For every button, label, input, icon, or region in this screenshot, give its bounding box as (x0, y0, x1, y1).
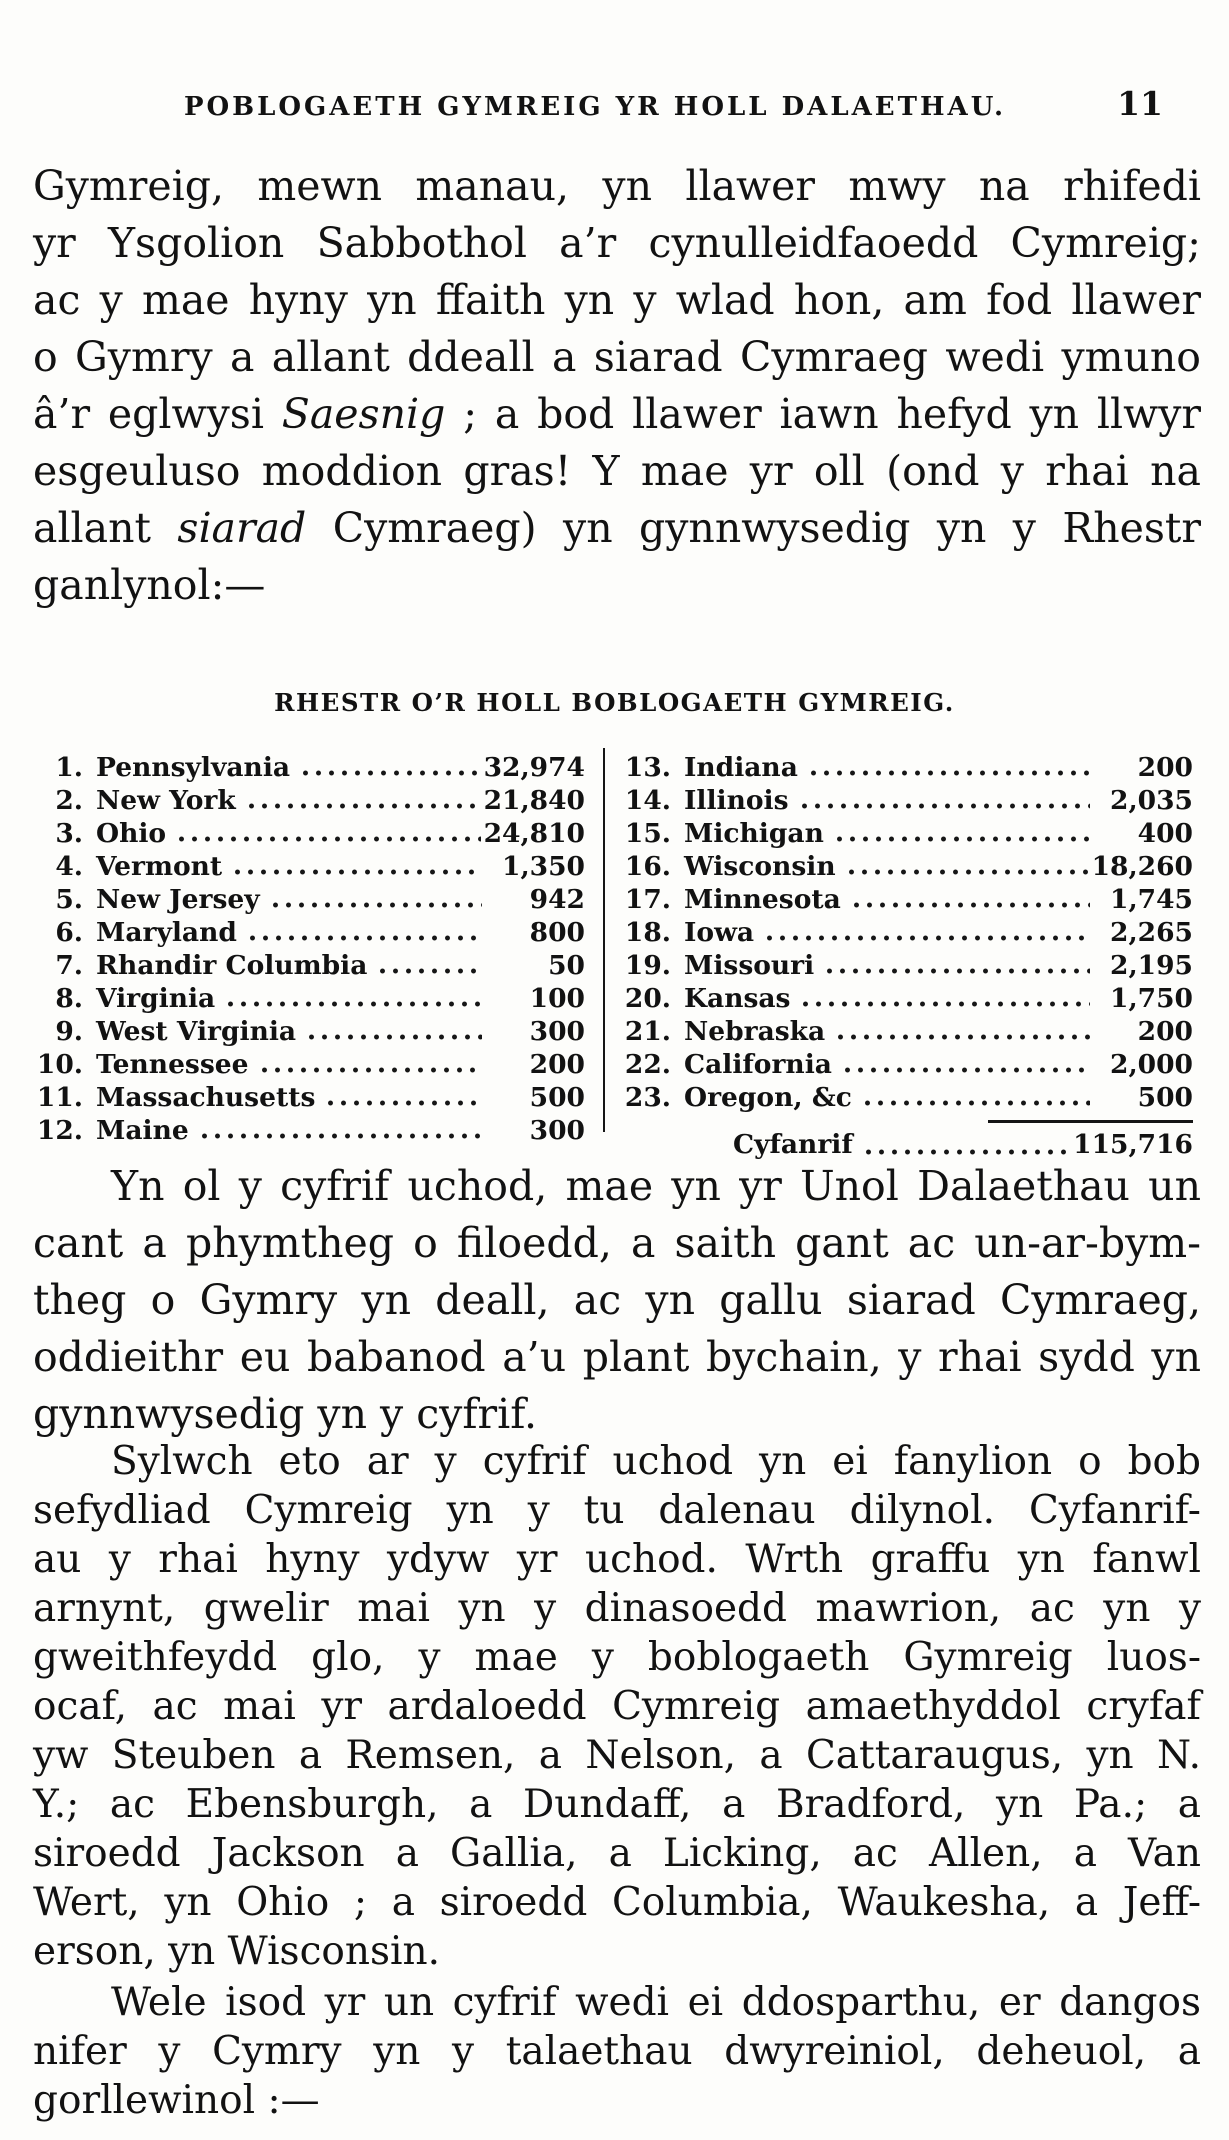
text-line: ac y mae hyny yn ffaith yn y wlad hon, am fod llawer (33, 276, 1201, 324)
dot-leader (246, 933, 482, 943)
row-number: 4. (55, 851, 83, 882)
dot-leader (798, 801, 1090, 811)
text-line: sefydliad Cymreig yn y tu dalenau dilynol. Cyfanrif- (33, 1488, 1201, 1533)
dot-leader (224, 999, 482, 1009)
dot-leader (823, 966, 1090, 976)
table-column-left (33, 752, 585, 1148)
text-line: gweithfeydd glo, y mae y boblogaeth Gymreig luos- (33, 1635, 1201, 1680)
state-name: Tennessee (96, 1049, 249, 1080)
row-value: 200 (529, 1049, 585, 1080)
text-segment: â’r eglwysi (33, 390, 282, 438)
table-row (33, 1082, 585, 1115)
table-row (621, 950, 1193, 983)
text-line: yw Steuben a Remsen, a Nelson, a Cattaraugus, yn N. (33, 1733, 1201, 1778)
row-number: 13. (624, 752, 671, 783)
text-line: gynnwysedig yn y cyfrif. (33, 1390, 537, 1438)
row-value: 1,745 (1110, 884, 1193, 915)
state-name: Massachusetts (96, 1082, 316, 1113)
row-value: 300 (529, 1115, 585, 1146)
row-number: 19. (624, 950, 671, 981)
table-row (621, 884, 1193, 917)
text-line: esgeuluso moddion gras! Y mae yr oll (ond y rhai na (33, 447, 1201, 495)
text-line: nifer y Cymry yn y talaethau dwyreiniol, deheuol, a (33, 2029, 1201, 2074)
dot-leader (245, 801, 481, 811)
table-row (33, 851, 585, 884)
text-line: Sylwch eto ar y cyfrif uchod yn ei fanylion o bob (111, 1439, 1201, 1484)
table-row (621, 818, 1193, 851)
text-segment: Cymraeg) yn gynnwysedig yn y Rhestr (306, 504, 1202, 552)
state-name: Rhandir Columbia (96, 950, 368, 981)
dot-leader (861, 1098, 1090, 1108)
row-value: 200 (1137, 752, 1193, 783)
total-label: Cyfanrif (733, 1129, 853, 1160)
state-name: Wisconsin (684, 851, 836, 882)
text-line: au y rhai hyny ydyw yr uchod. Wrth graffu yn fanwl (33, 1537, 1201, 1582)
row-value: 800 (529, 917, 585, 948)
table-row (33, 1016, 585, 1049)
row-number: 15. (624, 818, 671, 849)
state-name: Ohio (96, 818, 167, 849)
table-row (33, 884, 585, 917)
state-name: Oregon, &c (684, 1082, 852, 1113)
dot-leader (175, 834, 480, 844)
row-value: 1,350 (502, 851, 585, 882)
row-number: 5. (55, 884, 83, 915)
text-line: Wert, yn Ohio ; a siroedd Columbia, Waukesha, a Jeff- (33, 1880, 1201, 1925)
state-name: Virginia (96, 983, 216, 1014)
dot-leader (763, 933, 1090, 943)
table-row (621, 752, 1193, 785)
text-line: Gymreig, mewn manau, yn llawer mwy na rhifedi (33, 162, 1201, 210)
dot-leader (807, 768, 1090, 778)
state-name: Minnesota (684, 884, 841, 915)
table-heading: RHESTR O’R HOLL BOBLOGAETH GYMREIG. (274, 688, 955, 717)
text-segment: ; a bod llawer iawn hefyd yn llwyr (445, 390, 1201, 438)
dot-leader (833, 834, 1090, 844)
table-row (621, 851, 1193, 884)
table-row (33, 1049, 585, 1082)
row-value: 400 (1137, 818, 1193, 849)
dot-leader (376, 966, 482, 976)
state-name: West Virginia (96, 1016, 297, 1047)
table-row (33, 983, 585, 1016)
row-number: 16. (624, 851, 671, 882)
row-value: 500 (1137, 1082, 1193, 1113)
text-line: oddieithr eu babanod a’u plant bychain, y rhai sydd yn (33, 1333, 1201, 1381)
dot-leader (305, 1032, 482, 1042)
row-number: 7. (55, 950, 83, 981)
table-row (621, 1016, 1193, 1049)
italic-word: Saesnig (281, 390, 446, 438)
row-value: 1,750 (1110, 983, 1193, 1014)
text-line: siroedd Jackson a Gallia, a Licking, ac Allen, a Van (33, 1831, 1201, 1876)
state-name: Illinois (684, 785, 789, 816)
row-number: 23. (624, 1082, 671, 1113)
state-name: New Jersey (96, 884, 260, 915)
row-value: 942 (529, 884, 585, 915)
dot-leader (324, 1098, 482, 1108)
state-name: Nebraska (684, 1016, 826, 1047)
row-number: 14. (624, 785, 671, 816)
row-number: 18. (624, 917, 671, 948)
total-rule (988, 1120, 1193, 1123)
row-number: 12. (36, 1115, 83, 1146)
row-number: 2. (55, 785, 83, 816)
population-table (33, 748, 1201, 1160)
dot-leader (834, 1032, 1090, 1042)
row-number: 9. (55, 1016, 83, 1047)
page-header (0, 84, 1229, 128)
text-line: Y.; ac Ebensburgh, a Dundaff, a Bradford, yn Pa.; a (33, 1782, 1201, 1827)
row-value: 2,265 (1110, 917, 1193, 948)
total-value: 115,716 (1073, 1129, 1193, 1160)
italic-word: siarad (177, 504, 307, 552)
row-number: 3. (55, 818, 83, 849)
table-row (621, 1049, 1193, 1082)
dot-leader (841, 1065, 1090, 1075)
body-paragraph-4 (33, 1978, 1201, 2125)
state-name: Iowa (684, 917, 755, 948)
text-line: ganlynol:— (33, 561, 266, 609)
table-row (33, 752, 585, 785)
dot-leader (299, 768, 481, 778)
row-value: 50 (548, 950, 585, 981)
row-number: 10. (36, 1049, 83, 1080)
state-name: Michigan (684, 818, 824, 849)
row-number: 8. (55, 983, 83, 1014)
text-line: ocaf, ac mai yr ardaloedd Cymreig amaethyddol cryfaf (33, 1684, 1201, 1729)
dot-leader (862, 1147, 1070, 1157)
row-value: 100 (529, 983, 585, 1014)
row-value: 300 (529, 1016, 585, 1047)
row-value: 21,840 (483, 785, 585, 816)
state-name: Indiana (684, 752, 798, 783)
text-line (33, 500, 1201, 557)
row-number: 11. (36, 1082, 83, 1113)
table-row (621, 1082, 1193, 1115)
row-value: 24,810 (483, 818, 585, 849)
row-number: 22. (624, 1049, 671, 1080)
row-value: 2,000 (1110, 1049, 1193, 1080)
row-value: 2,035 (1110, 785, 1193, 816)
dot-leader (258, 1065, 483, 1075)
state-name: Missouri (684, 950, 815, 981)
page-title: POBLOGAETH GYMREIG YR HOLL DALAETHAU. (183, 92, 1007, 122)
dot-leader (850, 900, 1090, 910)
state-name: Vermont (96, 851, 223, 882)
row-value: 200 (1137, 1016, 1193, 1047)
text-line: gorllewinol :— (33, 2078, 320, 2123)
row-value: 32,974 (483, 752, 585, 783)
state-name: New York (96, 785, 236, 816)
table-row (621, 917, 1193, 950)
text-line: Yn ol y cyfrif uchod, mae yn yr Unol Dalaethau un (111, 1162, 1201, 1210)
state-name: Kansas (684, 983, 791, 1014)
row-number: 6. (55, 917, 83, 948)
table-row (621, 785, 1193, 818)
text-line: cant a phymtheg o filoedd, a saith gant ac un-ar-bym- (33, 1219, 1201, 1267)
state-name: California (684, 1049, 832, 1080)
text-line: theg o Gymry yn deall, ac yn gallu siarad Cymraeg, (33, 1276, 1201, 1324)
dot-leader (198, 1131, 482, 1141)
column-divider (603, 748, 605, 1132)
row-value: 500 (529, 1082, 585, 1113)
row-number: 21. (624, 1016, 671, 1047)
table-row (33, 1115, 585, 1148)
table-row (621, 983, 1193, 1016)
table-row (33, 950, 585, 983)
table-column-right (621, 752, 1193, 1165)
body-paragraph-1 (33, 158, 1201, 614)
text-line: erson, yn Wisconsin. (33, 1929, 441, 1974)
dot-leader (269, 900, 482, 910)
state-name: Maine (96, 1115, 189, 1146)
dot-leader (799, 999, 1090, 1009)
body-paragraph-2 (33, 1158, 1201, 1443)
state-name: Pennsylvania (96, 752, 291, 783)
table-row (33, 917, 585, 950)
body-paragraph-3 (33, 1437, 1201, 1976)
text-line (33, 386, 1201, 443)
row-number: 17. (624, 884, 671, 915)
text-line: arnynt, gwelir mai yn y dinasoedd mawrion, ac yn y (33, 1586, 1201, 1631)
row-value: 18,260 (1091, 851, 1193, 882)
row-value: 2,195 (1110, 950, 1193, 981)
text-line: Wele isod yr un cyfrif wedi ei ddosparthu, er dangos (111, 1980, 1201, 2025)
row-number: 20. (624, 983, 671, 1014)
text-segment: allant (33, 504, 178, 552)
text-line: yr Ysgolion Sabbothol a’r cynulleidfaoedd Cymreig; (33, 219, 1201, 267)
text-line: o Gymry a allant ddeall a siarad Cymraeg wedi ymuno (33, 333, 1201, 381)
table-row (33, 785, 585, 818)
table-row (33, 818, 585, 851)
state-name: Maryland (96, 917, 237, 948)
page-number: 11 (1117, 84, 1163, 123)
row-number: 1. (55, 752, 83, 783)
dot-leader (231, 867, 482, 877)
dot-leader (845, 867, 1089, 877)
